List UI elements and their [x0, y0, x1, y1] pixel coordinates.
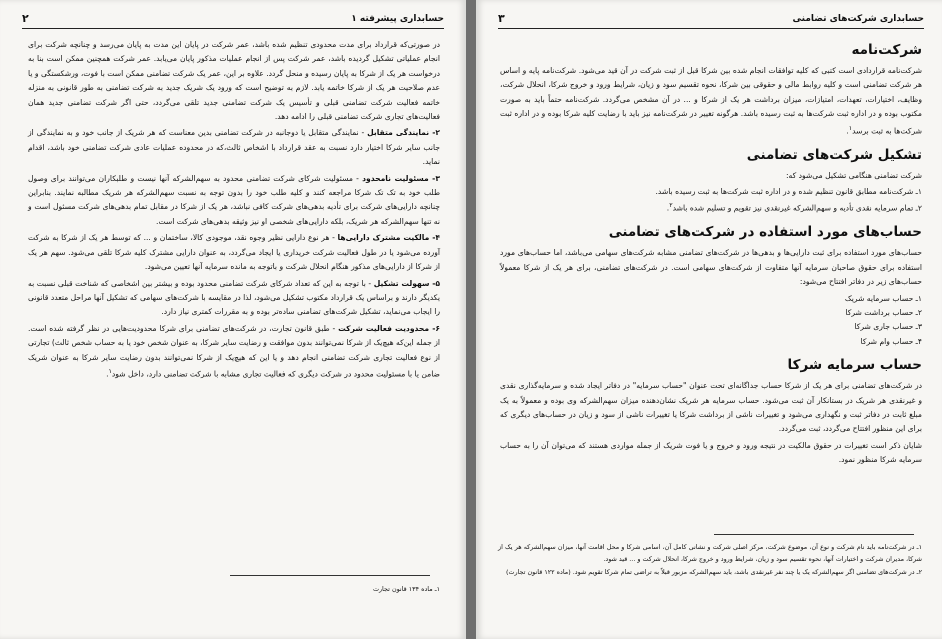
footnote-separator	[714, 534, 914, 535]
item-title: ۵- سهولت تشکیل	[373, 278, 440, 288]
item-text: - با توجه به این که تعداد شرکای شرکت تضامنی محدود بوده و بیشتر بین اشخاصی که شناخت قبلی نسبت به یکدیگر دارند و براساس یک قرارداد مکتوب تشکیل می‌شود، لذا در مقایسه با شرکت‌های سهامی که تشکیل آنها مراحل متعدد قانونی را ایجاب می‌نماید، تشکیل شرکت‌های تضامنی ساده‌تر بوده و به مقررات کمتری نیاز دارد.	[28, 278, 440, 317]
account-item-4: ۴ـ حساب وام شرکا	[860, 336, 922, 346]
book-gutter	[466, 0, 476, 639]
account-item-1: ۱ـ حساب سرمایه شریک	[844, 293, 922, 303]
right-page	[476, 0, 942, 639]
left-footnote: ۱ـ ماده ۱۳۴ قانون تجارت	[372, 585, 440, 593]
formation-item-2: ۲ـ تمام سرمایه نقدی تأدیه و سهم‌الشرکه غیرنقدی نیز تقویم و تسلیم شده باشد$^۲$.	[666, 202, 922, 213]
account-item-2: ۲ـ حساب برداشت شرکا	[845, 307, 922, 317]
paragraph-capital-1: در شرکت‌های تضامنی برای هر یک از شرکا حساب جداگانه‌ای تحت عنوان "حساب سرمایه" در دفاتر ایجاد شده و سرمایه‌گذاری نقدی و غیرنقدی هر شریک در بستانکار آن ثبت می‌شود. حساب سرمایه هر شریک نشان‌دهنده میزان سهم‌الشرکه وی بوده و معمولاً به یک مبلغ ثابت در دفاتر ثبت و نگهداری می‌شود و تغییرات ناشی از برداشت شرکا یا تغییرات ناشی از سود و زیان در حساب‌های دیگری که برای این منظور افتتاح می‌گردد، ثبت می‌گردد.	[500, 381, 922, 434]
heading-capital: حساب سرمایه شرکا	[787, 357, 922, 374]
account-item-3: ۳ـ حساب جاری شرکا	[854, 322, 922, 332]
paragraph-lifetime: در صورتی‌که قرارداد برای مدت محدودی تنظیم شده باشد، عمر شرکت در پایان این مدت به پایان می‌رسد و چنانچه شرکت برای انجام عملیاتی تشکیل گردیده باشد، عمر شرکت پس از انجام عملیات مذکور پایان می‌یابد. عمر شرکت همچنین ممکن است بنا به درخواست هر یک از شرکا به پایان رسیده و منحل گردد. علاوه بر این، عمر یک شرکت تضامنی ممکن است با فوت، ورشکستگی و یا عدم صلاحیت هر یک از شرکا خاتمه یابد. لازم به توضیح است که ورود یک شریک جدید به شرکت تضامنی به طور قانونی به منزله خاتمه فعالیت شرکت تضامنی قبلی و تأسیس یک شرکت تضامنی جدید تلقی می‌گردد، حتی اگر شرکت تضامنی جدید همان فعالیت‌های تجاری شرکت تضامنی قبلی را ادامه دهد.	[28, 40, 440, 122]
heading-formation: تشکیل شرکت‌های تضامنی	[746, 146, 922, 163]
heading-accounts: حساب‌های مورد استفاده در شرکت‌های تضامنی	[608, 224, 922, 241]
item-text: - هر نوع دارایی نظیر وجوه نقد، موجودی کالا، ساختمان و ... که توسط هر یک از شرکا به شرکت آورده می‌شود یا در طول فعالیت شرکت خریداری یا ایجاد می‌گردد، به عنوان دارایی مشترک کلیه شرکا تلقی می‌شود. سهم هر یک از شرکا از دارایی‌های مذکور هنگام انحلال شرکت و باتوجه به مانده سرمایه آنها تعیین می‌شود.	[28, 233, 440, 272]
item-text: - مسئولیت شرکای شرکت تضامنی محدود به سهم‌الشرکه آنها نیست و طلبکاران می‌توانند برای وصول طلب خود به تک تک شرکا مراجعه کنند و کلیه طلب خود را بدون توجه به نسبت سهم‌الشرکه هر شریک مطالبه نمایند. بنابراین چنانچه دارایی‌های شرکت برای تأدیه بدهی‌های شرکت کافی نباشد، هر یک از شرکا در مقابل تمام بدهی‌های شرکت مسئول است و نه تنها سهم‌الشرکه هر شریک، بلکه دارایی‌های شخصی او نیز وثیقه بدهی‌های شرکت است.	[28, 173, 440, 226]
heading-articles: شرکت‌نامه	[851, 42, 922, 58]
footnote-1: ۱ـ در شرکت‌نامه باید نام شرکت و نوع آن، موضوع شرکت، مرکز اصلی شرکت و نشانی کامل آن، اسامی شرکا و محل اقامت آنها، میزان سهم‌الشرکه هر یک از شرکا، مدیران شرکت و اختیارات آنها، نحوه تقسیم سود و زیان، شرایط ورود و خروج شرکا، انحلال شرکت و ... قید شود.	[498, 543, 922, 563]
item-co-ownership	[28, 231, 440, 274]
list-item-text: ۲ـ تمام سرمایه نقدی تأدیه و سهم‌الشرکه غیرنقدی نیز تقویم و تسلیم شده باشد	[672, 203, 922, 213]
left-page-number: ۲	[22, 12, 29, 25]
item-text: - نمایندگی متقابل یا دوجانبه در شرکت تضامنی بدین معناست که هر شریک از جانب خود و به نمایندگی از جانب سایر شرکا اختیار دارد نسبت به عقد قرارداد با اشخاص ثالث،که در محدوده عملیات عادی شرکت تضامنی خود باشد، اقدام نماید.	[28, 128, 440, 167]
right-body	[500, 38, 922, 470]
item-unlimited-liability	[28, 172, 440, 230]
paragraph-articles: شرکت‌نامه قراردادی است کتبی که کلیه توافقات انجام شده بین شرکا قبل از ثبت شرکت در آن قید می‌شود. شرکت‌نامه پایه و اساس هر شرکت تضامنی است و کلیه روابط مالی و حقوقی بین شرکا، نحوه تقسیم سود و زیان، شرایط ورود و خروج شرکا، انحلال شرکت، وظایف، اختیارات، تعهدات، امتیازات، میزان برداشت هر یک از شرکا و ... در آن مشخص می‌گردد. شرکت‌نامه حتماً باید به صورت مکتوب بوده و در اداره ثبت شرکت‌ها به ثبت رسیده باشد. هرگونه تغییر در شرکت‌نامه نیز باید با رضایت کلیه شرکا بوده و در اداره ثبت شرکت‌ها به ثبت برسد$^۱$.	[500, 66, 922, 136]
paragraph-accounts: حساب‌های مورد استفاده برای ثبت دارایی‌ها و بدهی‌ها در شرکت‌های تضامنی مشابه شرکت‌های سهامی می‌باشد، اما حساب‌های مورد استفاده برای حقوق صاحبان سرمایه آنها متفاوت از شرکت‌های سهامی است. در شرکت‌های تضامنی، برای هر یک از شرکا معمولاً حساب‌های زیر در دفاتر افتتاح می‌شود:	[500, 248, 922, 287]
footnote-ref: ۲	[669, 202, 673, 210]
right-header-title: حسابداری شرکت‌های تضامنی	[792, 14, 924, 24]
left-body	[28, 38, 440, 384]
item-title: ۴- مالکیت مشترک دارایی‌ها	[337, 233, 440, 243]
formation-item-1: ۱ـ شرکت‌نامه مطابق قانون تنظیم شده و در اداره ثبت شرکت‌ها به ثبت رسیده باشد.	[655, 186, 922, 196]
paragraph-formation: شرکت تضامنی هنگامی تشکیل می‌شود که:	[785, 170, 922, 180]
left-header-title: حسابداری پیشرفته ۱	[351, 14, 444, 24]
item-text: - طبق قانون تجارت، در شرکت‌های تضامنی برای شرکا محدودیت‌هایی در نظر گرفته شده است. از جمله این‌که هیچ‌یک از شرکا نمی‌توانند بدون موافقت و رضایت سایر شرکا، به عنوان شخص خود یا به حساب شخص ثالث) تجارتی از نوع فعالیت تجاری شرکت تضامنی انجام دهد و یا این که هیچ‌یک از شرکا نمی‌توانند بدون رضایت سایر شرکا به عنوان شریک ضامن یا با مسئولیت محدود در شرکت دیگری که فعالیت تجاری مشابه با شرکت تضامنی دارد، داخل شود	[28, 323, 440, 379]
item-title: ۲- نمایندگی متقابل	[367, 128, 440, 138]
item-activity-restriction: ۶- محدودیت فعالیت شرکت - طبق قانون تجارت، در شرکت‌های تضامنی برای شرکا محدودیت‌هایی در نظر گرفته شده است. از جمله این‌که هیچ‌یک از شرکا نمی‌توانند بدون موافقت و رضایت سایر شرکا، به عنوان شخص خود یا به حساب شخص ثالث) تجارتی از نوع فعالیت تجاری شرکت تضامنی انجام دهد و یا این که هیچ‌یک از شرکا نمی‌توانند بدون رضایت سایر شرکا به عنوان شریک ضامن یا با مسئولیت محدود در شرکت دیگری که فعالیت تجاری مشابه با شرکت تضامنی دارد، داخل شود$^۱$.	[28, 323, 440, 379]
footnote-ref: ۱	[848, 124, 853, 132]
item-title: ۳- مسئولیت نامحدود	[362, 173, 440, 183]
left-page	[0, 0, 466, 639]
footnote-ref: ۱	[108, 367, 112, 375]
paragraph-text: شرکت‌نامه قراردادی است کتبی که کلیه توافقات انجام شده بین شرکا قبل از ثبت شرکت در آن قید می‌شود. شرکت‌نامه پایه و اساس هر شرکت تضامنی است و کلیه روابط مالی و حقوقی بین شرکا، نحوه تقسیم سود و زیان، شرایط ورود و خروج شرکا، انحلال شرکت، وظایف، اختیارات، تعهدات، امتیازات، میزان برداشت هر یک از شرکا و ... در آن مشخص می‌گردد. شرکت‌نامه حتماً باید به صورت مکتوب بوده و در اداره ثبت شرکت‌ها به ثبت رسیده باشد. هرگونه تغییر در شرکت‌نامه نیز باید با رضایت کلیه شرکا بوده و در اداره ثبت شرکت‌ها به ثبت برسد	[500, 66, 922, 136]
right-page-header	[498, 10, 924, 29]
item-mutual-agency	[28, 126, 440, 169]
footnote-2: ۲ـ در شرکت‌های تضامنی اگر سهم‌الشرکه یک یا چند نفر غیرنقدی باشد، باید سهم‌الشرکه مزبور قبلاً به تراضی تمام شرکا تقویم شود. (ماده ۱۲۲ قانون تجارت)	[506, 568, 922, 576]
item-title: ۶- محدودیت فعالیت شرکت	[338, 323, 440, 333]
right-page-number: ۳	[498, 12, 505, 25]
left-page-header	[22, 10, 444, 29]
item-ease-of-formation	[28, 277, 440, 320]
footnote-separator	[230, 575, 430, 576]
right-footnotes	[498, 542, 922, 581]
paragraph-capital-2: شایان ذکر است تغییرات در حقوق مالکیت در نتیجه ورود و خروج و یا فوت شریک از جمله مواردی هستند که می‌توان آن را به حساب سرمایه شرکا منظور نمود.	[500, 440, 922, 465]
